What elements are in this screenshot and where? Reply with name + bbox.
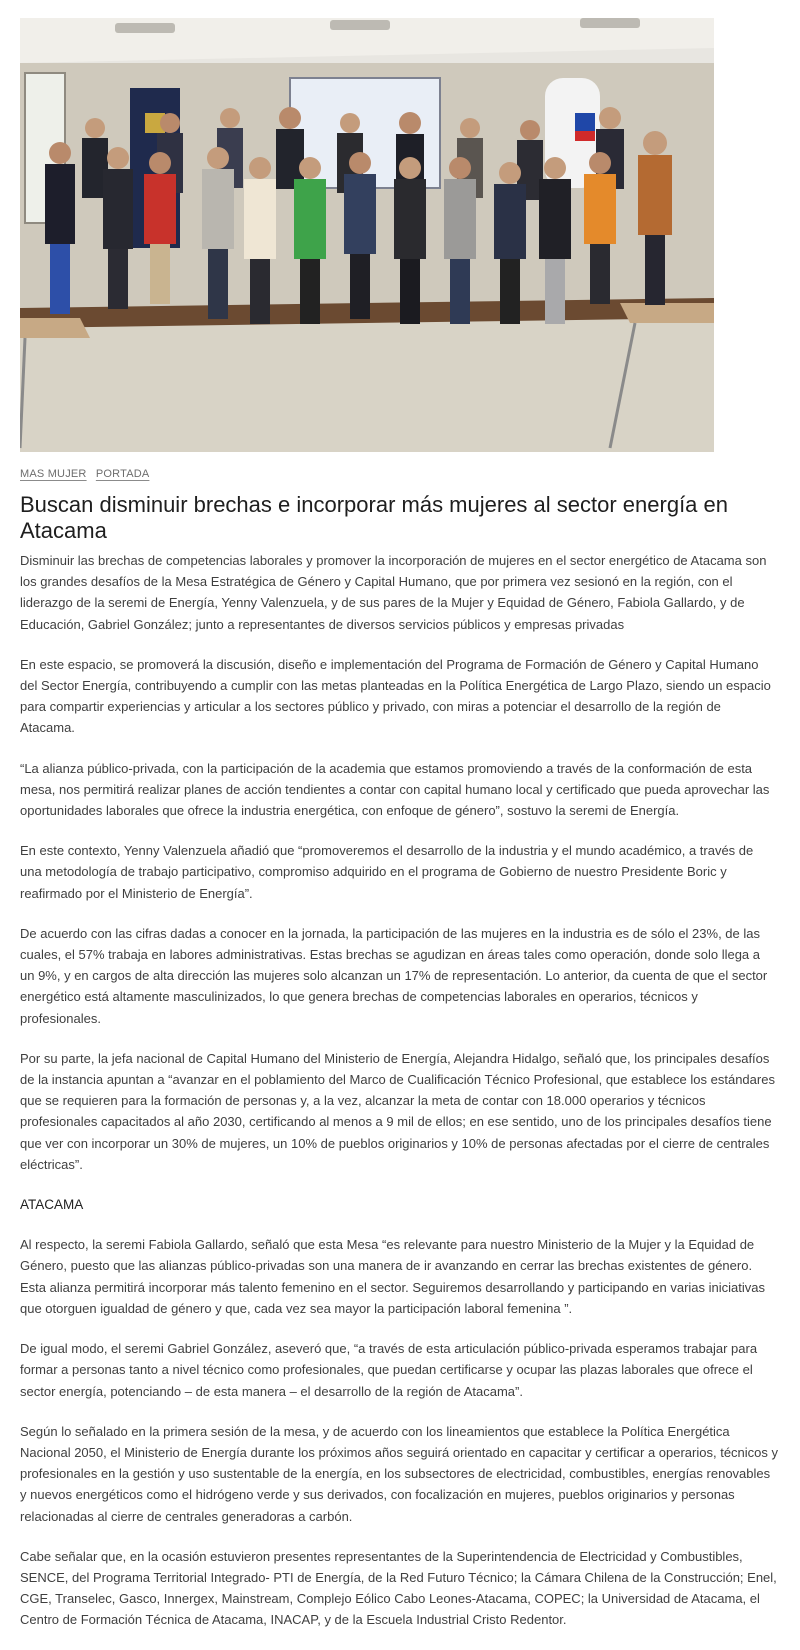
article-title: Buscan disminuir brechas e incorporar más mujeres al sector energía en Atacama [20,492,728,543]
group-photo-image [20,18,714,452]
article-paragraph: Cabe señalar que, en la ocasión estuvieron presentes representantes de la Superintendencia de Electricidad y Combustibles, SENCE, del Programa Territorial Integrado- PTI de Energía, de la Red Futuro Técnico; la Cámara Chilena de la Construcción; Enel, CGE, Transelec, Gasco, Innergex, Mainstream, Complejo Eólico Cabo Leones-Atacama, COPEC; la Universidad de Atacama, el Centro de Formación Técnica de Atacama, INACAP, y de la Escuela Industrial Cristo Redentor. [20,1548,777,1628]
article-paragraph: En este contexto, Yenny Valenzuela añadió que “promoveremos el desarrollo de la industria y el mundo académico, a través de una metodología de trabajo participativo, compromiso adquirido en el programa de Gobierno de nuestro Presidente Boric y reafirmado por el Ministerio de Energía”. [20,843,754,901]
article-paragraph: Según lo señalado en la primera sesión de la mesa, y de acuerdo con los lineamientos que establece la Política Energética Nacional 2050, el Ministerio de Energía durante los próximos años seguirá orientado en capacitar y certificar a operarios, técnicos y profesionales en la gestión y uso sustentable de la energía, en los subsectores de electricidad, combustibles, energías renovables y nuevos energéticos como el hidrógeno verde y sus derivados, con focalización en mujeres, pueblos originarios y personas relacionadas al cierre de centrales generadoras a carbón. [20,1423,779,1524]
section-heading: ATACAMA [20,1197,84,1213]
article-paragraph: Por su parte, la jefa nacional de Capital Humano del Ministerio de Energía, Alejandra Hidalgo, señaló que, los principales desafíos de la instancia apuntan a “avanzar en el poblamiento del Marco de Cualificación Técnico Profesional, que establece los estándares que se requieren para la formación de personas y, a la vez, alcanzar la meta de contar con 18.000 operarios y técnicos profesionales capacitados al año 2030, certificando al menos a 9 mil de ellos; en ese sentido, uno de los principales desafíos tiene que ver con incorporar un 30% de mujeres, un 10% de pueblos originarios y 10% de personas afectadas por el cierre de centrales eléctricas”. [20,1050,775,1172]
hero-photo [20,18,714,452]
article-paragraph: Al respecto, la seremi Fabiola Gallardo, señaló que esta Mesa “es relevante para nuestro Ministerio de la Mujer y la Equidad de Género, puesto que las alianzas público-privadas son una manera de ir avanzando en cerrar las brechas existentes de género. Esta alianza permitirá incorporar más talento femenino en el sector. Seguiremos desarrollando y participando en varias iniciativas que otorguen igualdad de género y que, cada vez sea mayor la participación laboral femenina ”. [20,1237,765,1316]
article-paragraph: Disminuir las brechas de competencias laborales y promover la incorporación de mujeres en el sector energético de Atacama son los grandes desafíos de la Mesa Estratégica de Género y Capital Humano, que por primera vez sesionó en la región, con el liderazgo de la seremi de Energía, Yenny Valenzuela, y de sus pares de la Mujer y Equidad de Género, Fabiola Gallardo, y de Educación, Gabriel González; junto a representantes de diversos servicios públicos y empresas privadas [20,553,767,632]
article-body [20,550,778,1650]
category-tags [20,468,155,480]
article-paragraph: De acuerdo con las cifras dadas a conocer en la jornada, la participación de las mujeres en la industria es de sólo el 23%, de las cuales, el 57% trabaja en labores administrativas. Estas brechas se agudizan en áreas tales como operación, donde solo llega a un 9%, y en cargos de alta dirección las mujeres solo alcanzan un 17% de representación. Lo anterior, da cuenta de que el sector energético está altamente masculinizados, lo que genera brechas de competencias laborales en operarios, técnicos y profesionales. [20,925,768,1026]
tag-mas-mujer[interactable]: MAS MUJER [20,468,87,480]
article-paragraph: “La alianza público-privada, con la participación de la academia que estamos promoviendo a través de la conformación de esta mesa, nos permitirá realizar planes de acción tendientes a contar con capital humano local y certificado que pueda aprovechar las oportunidades laborales que ofrece la industria energética, con enfoque de género”, sostuvo la seremi de Energía. [20,760,770,819]
article-paragraph: De igual modo, el seremi Gabriel González, aseveró que, “a través de esta articulación público-privada esperamos trabajar para formar a personas tanto a nivel técnico como profesionales, que puedan certificarse y ocupar las plazas laborales que ofrece el sector energía, potenciando – de esta manera – el desarrollo de la región de Atacama”. [20,1341,758,1399]
tag-portada[interactable]: PORTADA [95,468,150,480]
article-paragraph: En este espacio, se promoverá la discusión, diseño e implementación del Programa de Formación de Género y Capital Humano del Sector Energía, contribuyendo a cumplir con las metas planteadas en la Política Energética de Largo Plazo, siendo un espacio para compartir experiencias y articular a los sectores público y privado, con miras a potenciar el desarrollo de la región de Atacama. [20,656,771,736]
